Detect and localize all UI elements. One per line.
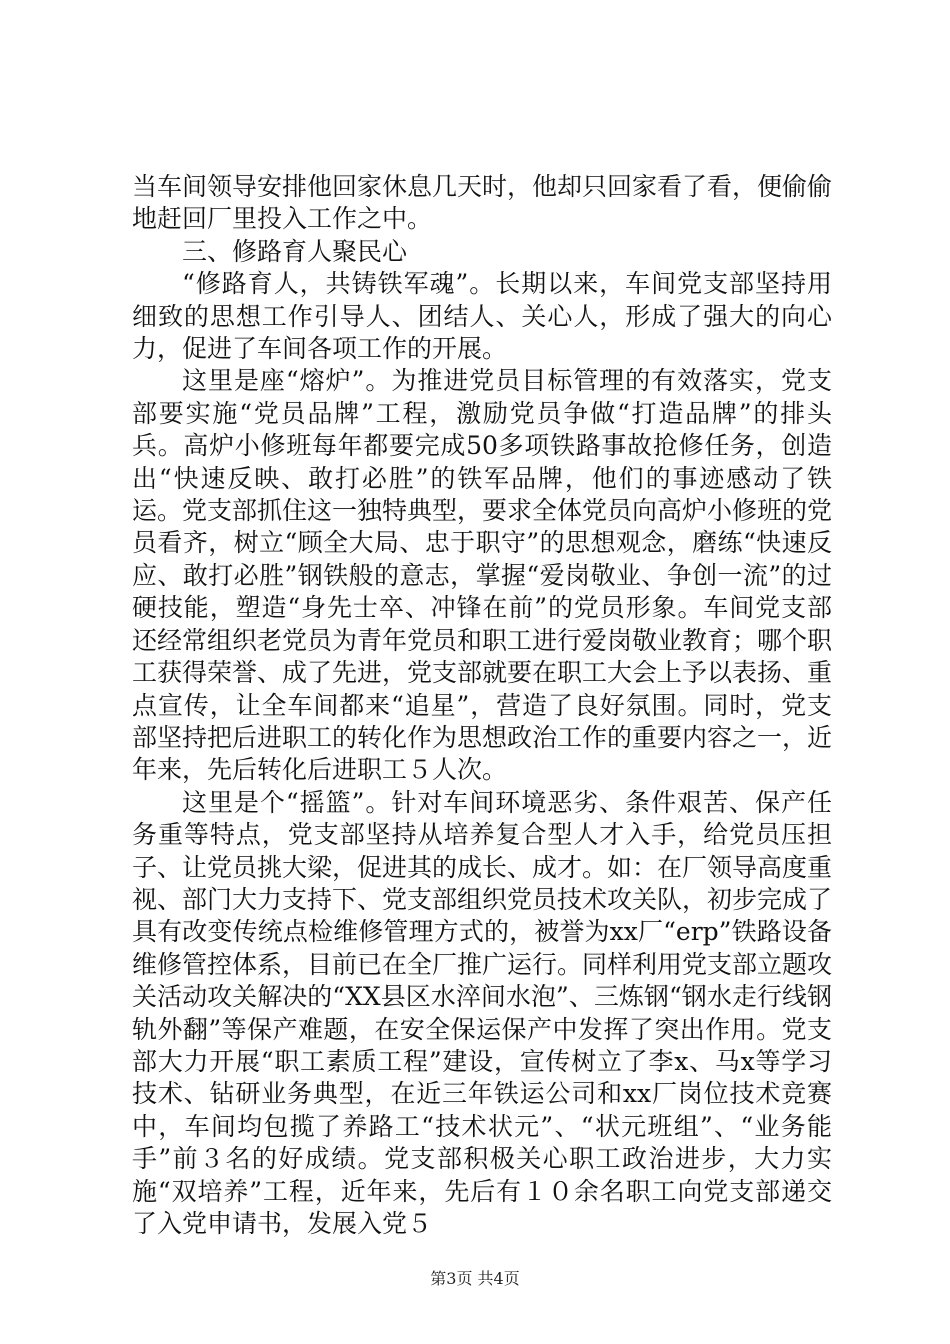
paragraph-continuation: 当车间领导安排他回家休息几天时，他却只回家看了看，便偷偷地赶回厂里投入工作之中。	[132, 172, 833, 234]
page-footer: 第3页 共4页	[430, 1269, 520, 1288]
paragraph-cradle: 这里是个“摇篮”。针对车间环境恶劣、条件艰苦、保产任务重等特点，党支部坚持从培养复合型人才入手，给党员压担子、让党员挑大梁，促进其的成长、成才。如：在厂领导高度重视、部门大力支持下、党支部组织党员技术攻关队，初步完成了具有改变传统点检维修管理方式的，被誉为xx厂“erp”铁路设备维修管控体系，目前已在全厂推广运行。同样利用党支部立题攻关活动攻关解决的“XX县区水淬间水泡”、三炼钢“钢水走行线钢轨外翻”等保产难题，在安全保运保产中发挥了突出作用。党支部大力开展“职工素质工程”建设，宣传树立了李x、马x等学习技术、钻研业务典型，在近三年铁运公司和xx厂岗位技术竞赛中，车间均包揽了养路工“技术状元”、“状元班组”、“业务能手”前３名的好成绩。党支部积极关心职工政治进步，大力实施“双培养”工程，近年来，先后有１０余名职工向党支部递交了入党申请书，发展入党５	[132, 787, 833, 1238]
paragraph-intro: “修路育人，共铸铁军魂”。长期以来，车间党支部坚持用细致的思想工作引导人、团结人、关心人，形成了强大的向心力，促进了车间各项工作的开展。	[132, 269, 832, 364]
paragraph-furnace: 这里是座“熔炉”。为推进党员目标管理的有效落实，党支部要实施“党员品牌”工程，激励党员争做“打造品牌”的排头兵。高炉小修班每年都要完成50多项铁路事故抢修任务，创造出“快速反映、敢打必胜”的铁军品牌，他们的事迹感动了铁运。党支部抓住这一独特典型，要求全体党员向高炉小修班的党员看齐，树立“顾全大局、忠于职守”的思想观念，磨练“快速反应、敢打必胜”钢铁般的意志，掌握“爱岗敬业、争创一流”的过硬技能，塑造“身先士卒、冲锋在前”的党员形象。车间党支部还经常组织老党员为青年党员和职工进行爱岗敬业教育；哪个职工获得荣誉、成了先进，党支部就要在职工大会上予以表扬、重点宣传，让全车间都来“追星”，营造了良好氛围。同时，党支部坚持把后进职工的转化作为思想政治工作的重要内容之一，近年来，先后转化后进职工５人次。	[132, 366, 833, 785]
document-body	[132, 171, 832, 1240]
section-heading: 三、修路育人聚民心	[182, 236, 408, 266]
